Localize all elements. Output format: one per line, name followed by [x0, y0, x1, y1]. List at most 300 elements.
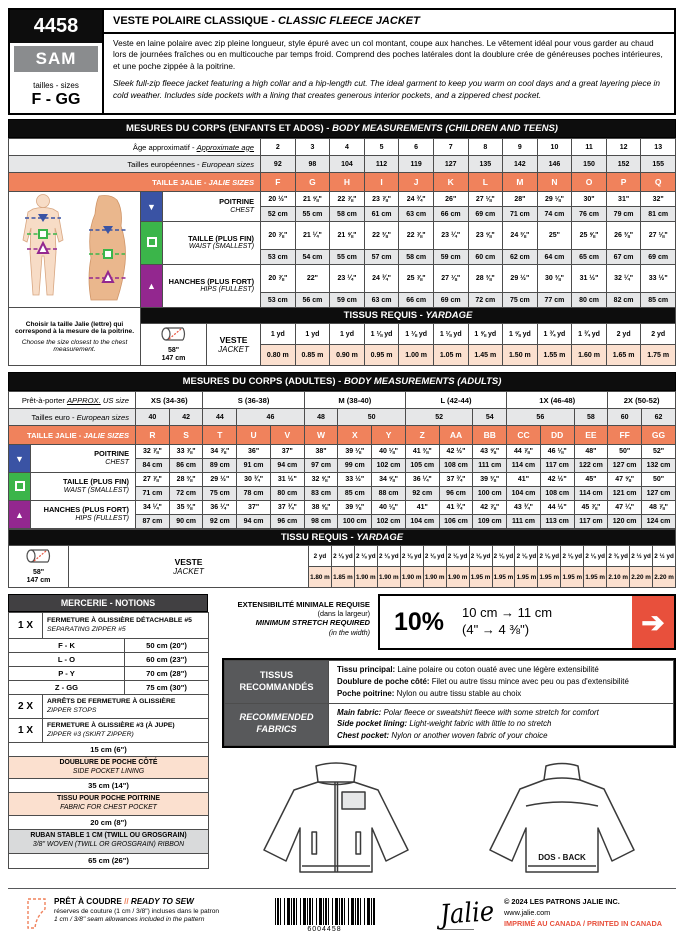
notions-title: MERCERIE - NOTIONS: [8, 594, 208, 612]
adults-jalie-cell: R: [136, 426, 170, 445]
adults-chest-cm-cell: 108 cm: [439, 459, 473, 473]
waist-in-cell: 24 ⅜": [503, 222, 538, 250]
header-left: [10, 10, 104, 113]
adults-waist-in-cell: 42 ½": [540, 473, 574, 487]
adults-chest-cm-cell: 114 cm: [507, 459, 541, 473]
children-yardage-title-en: YARDAGE: [425, 310, 473, 321]
adults-waist-cm-cell: 78 cm: [237, 487, 271, 501]
hips-in-cell: 28 ⅜": [468, 265, 503, 293]
zipper-desc: [43, 613, 209, 639]
chest-pocket-length: 20 cm (8"): [9, 815, 209, 829]
yardage-m-cell: 0.80 m: [261, 345, 296, 366]
adults-chest-cm-cell: 102 cm: [372, 459, 406, 473]
adults-yd-cell: 2 ½ yd: [653, 546, 676, 567]
us-label-fr: Prêt-à-porter: [21, 395, 67, 405]
description-en: Sleek full-zip fleece jacket featuring a high collar and a hip-length cut. The ideal garment to keep you warm on cool days and a great layering piece in cold weather. Includes side pockets with a lining that creates generous interior pockets, and a zippered chest pocket.: [113, 78, 660, 100]
adults-yd-cell: 2 ⅛ yd: [446, 546, 469, 567]
ribbon-length-row: [9, 853, 209, 868]
waist-cm-cell: 62 cm: [503, 250, 538, 265]
adults-chest-in-cell: 39 ⅛": [338, 445, 372, 459]
zipper-length-value: 75 cm (30"): [125, 681, 209, 695]
adults-waist-cm-cell: 121 cm: [608, 487, 642, 501]
zipper-length-rows: [9, 639, 209, 695]
adults-euro-cell: 46: [237, 409, 304, 426]
chest-in-cell: 29 ⅛": [537, 192, 572, 207]
stretch-requirement: [222, 594, 676, 650]
adults-chest-cm-cell: 89 cm: [203, 459, 237, 473]
euro-size-cell: 127: [433, 156, 468, 173]
adults-title-fr: MESURES DU CORPS (ADULTES) -: [182, 376, 344, 387]
adults-waist-in-cell: 34 ⅝": [372, 473, 406, 487]
adults-m-cell: 1.90 m: [377, 567, 400, 588]
adults-chest-in-cell: 44 ⅞": [507, 445, 541, 459]
age-cell: 5: [364, 139, 399, 156]
fabric-roll-icon: [141, 324, 207, 366]
waist-in-cell: 23 ⅝": [468, 222, 503, 250]
adults-yd-cell: 2 ½ yd: [630, 546, 653, 567]
jalie-size-cell: I: [364, 173, 399, 192]
fabric-width-cm: 147 cm: [161, 355, 186, 362]
adults-hips-in-cell: 47 ¼": [608, 501, 642, 515]
garment-en: JACKET: [218, 344, 249, 354]
adults-jalie-cell: AA: [439, 426, 473, 445]
yardage-yd-cell: 1 ⅛ yd: [399, 324, 434, 345]
children-yardage-title-fr: TISSUS REQUIS -: [343, 310, 426, 321]
title-en: CLASSIC FLEECE JACKET: [278, 15, 420, 27]
fabric-width-in: 58": [167, 347, 180, 355]
body-figures-illustration: [11, 192, 139, 302]
adults-chest-label-fr: POITRINE: [94, 449, 130, 459]
jalie-sizes-row: [9, 173, 676, 192]
chest-cm-cell: 66 cm: [433, 207, 468, 222]
pattern-number: 4458: [10, 10, 102, 43]
adults-yardage-title-fr: TISSU REQUIS -: [280, 532, 357, 543]
euro-size-cell: 150: [572, 156, 607, 173]
jalie-size-cell: N: [537, 173, 572, 192]
adults-waist-cm-cell: 71 cm: [136, 487, 170, 501]
adults-hips-cm-cell: 87 cm: [136, 515, 170, 529]
hips-cm-cell: 63 cm: [364, 293, 399, 308]
jalie-size-cell: G: [295, 173, 330, 192]
adults-waist-in-cell: 29 ½": [203, 473, 237, 487]
euro-size-cell: 119: [399, 156, 434, 173]
chest-in-cell: 27 ⅛": [468, 192, 503, 207]
adults-waist-in-cell: 33 ½": [338, 473, 372, 487]
waist-cm-cell: 65 cm: [572, 250, 607, 265]
yardage-yd-cell: 1 ⅝ yd: [503, 324, 538, 345]
waist-in-cell: 22 ⅜": [364, 222, 399, 250]
ages-row: [9, 139, 676, 156]
yardage-m-cell: 1.50 m: [503, 345, 538, 366]
chest-in-cell: 30": [572, 192, 607, 207]
hips-in-cell: 23 ¼": [330, 265, 365, 293]
adults-yd-cell: 2 ⅜ yd: [607, 546, 630, 567]
hips-cm-cell: 66 cm: [399, 293, 434, 308]
garment-illustrations: [222, 748, 676, 880]
us-size-cell: XS (34-36): [136, 392, 203, 409]
adults-hips-in-cell: 40 ⅛": [372, 501, 406, 515]
us-label-en: US size: [100, 395, 130, 405]
adults-yd-cell: 2 ⅛ yd: [377, 546, 400, 567]
yardage-yd-cell: 1 ¾ yd: [572, 324, 607, 345]
adults-measurements-table: [8, 391, 676, 529]
stops-qty: 2 X: [9, 695, 43, 719]
jalie-size-cell: P: [606, 173, 641, 192]
waist-cm-cell: 64 cm: [537, 250, 572, 265]
stretch-label: [222, 594, 378, 650]
zipper-stops-row: [9, 695, 209, 719]
euro-size-cell: 104: [330, 156, 365, 173]
waist-cm-cell: 53 cm: [261, 250, 296, 265]
adults-chest-cm-cell: 127 cm: [608, 459, 642, 473]
adults-m-cell: 1.95 m: [538, 567, 561, 588]
ready-to-sew: [26, 897, 219, 931]
children-chest-in-row: [9, 192, 676, 207]
adults-chest-cm-cell: 117 cm: [540, 459, 574, 473]
adults-chest-in-cell: 42 ½": [439, 445, 473, 459]
euro-label: [9, 156, 261, 173]
yardage-m-cell: 1.65 m: [606, 345, 641, 366]
zipper-size-range: P - Y: [9, 667, 125, 681]
adults-fabric-roll-icon: [9, 546, 69, 588]
title-fr: VESTE POLAIRE CLASSIQUE -: [113, 15, 279, 27]
fabric-line-en: Chest pocket: Nylon or another woven fabric of your choice: [337, 731, 548, 741]
adults-chest-in-cell: 38": [304, 445, 338, 459]
adults-yd-cell: 2 ⅛ yd: [331, 546, 354, 567]
euro-size-cell: 92: [261, 156, 296, 173]
ribbon-length: 65 cm (26"): [9, 853, 209, 868]
hips-cm-cell: 69 cm: [433, 293, 468, 308]
adults-hips-cm-cell: 111 cm: [507, 515, 541, 529]
us-label-approx: APPROX.: [66, 395, 101, 405]
jalie-size-cell: M: [503, 173, 538, 192]
adults-hips-cm-cell: 113 cm: [540, 515, 574, 529]
zipper-length-value: 50 cm (20"): [125, 639, 209, 653]
adults-yardage-table: [8, 529, 676, 588]
jalie-logo-text: Jalie: [439, 896, 496, 932]
chest-marker-icon: ▼: [141, 192, 163, 222]
jalie-size-cell: H: [330, 173, 365, 192]
adults-waist-cm-cell: 80 cm: [270, 487, 304, 501]
adults-m-cell: 1.80 m: [309, 567, 332, 588]
barcode-number: 6004458: [307, 926, 342, 933]
yardage-yd-cell: 1 yd: [330, 324, 365, 345]
stops-desc-en: ZIPPER STOPS: [47, 706, 97, 714]
skirt-zipper-desc: [43, 719, 209, 743]
age-label-fr: Âge approximatif -: [132, 142, 197, 152]
adults-waist-cm-cell: 83 cm: [304, 487, 338, 501]
stops-desc: [43, 695, 209, 719]
zipper-length-row: [9, 639, 209, 653]
bottom-region: [8, 594, 676, 880]
adults-yd-cell: 2 ⅛ yd: [538, 546, 561, 567]
hips-in-cell: 30 ⅜": [537, 265, 572, 293]
adults-chest-cm-cell: 132 cm: [642, 459, 676, 473]
chest-cm-cell: 63 cm: [399, 207, 434, 222]
hips-in-cell: 22": [295, 265, 330, 293]
adults-euro-cell: 56: [507, 409, 574, 426]
size-range: F - GG: [31, 91, 81, 108]
adults-waist-in-cell: 31 ½": [270, 473, 304, 487]
zipper-size-range: L - O: [9, 653, 125, 667]
hips-marker-icon: ▲: [141, 265, 163, 308]
waist-cm-cell: 69 cm: [641, 250, 676, 265]
hips-cm-cell: 77 cm: [537, 293, 572, 308]
hips-in-cell: 25 ⅞": [399, 265, 434, 293]
description: [104, 34, 674, 112]
adults-waist-in-cell: 39 ⅜": [473, 473, 507, 487]
hips-cm-cell: 59 cm: [330, 293, 365, 308]
ready-fr: PRÊT À COUDRE: [54, 897, 122, 907]
chest-cm-cell: 79 cm: [606, 207, 641, 222]
jacket-back-illustration: [462, 758, 662, 880]
children-chest-label: [163, 192, 261, 222]
adults-waist-in-cell: 41": [507, 473, 541, 487]
adults-jalie-cell: BB: [473, 426, 507, 445]
adults-hips-cm-cell: 117 cm: [574, 515, 608, 529]
chest-in-cell: 24 ¾": [399, 192, 434, 207]
adults-waist-in-cell: 27 ⅞": [136, 473, 170, 487]
model-name: SAM: [14, 46, 98, 72]
adults-waist-cm-cell: 114 cm: [574, 487, 608, 501]
ribbon-header: [9, 829, 209, 853]
adults-yd-cell: 2 yd: [309, 546, 332, 567]
adults-waist-cm-cell: 72 cm: [169, 487, 203, 501]
euro-size-cell: 112: [364, 156, 399, 173]
notions-panel: [8, 594, 208, 880]
adults-chest-cm-cell: 94 cm: [270, 459, 304, 473]
copyright-line: © 2024 LES PATRONS JALIE INC.: [504, 897, 620, 907]
adults-fabric-width-in: 58": [32, 569, 45, 577]
barcode-block: [275, 897, 375, 933]
adults-hips-cm-cell: 96 cm: [270, 515, 304, 529]
adults-chest-in-cell: 32 ⅞": [136, 445, 170, 459]
fabric-line-fr: Doublure de poche côté: Filet ou autre tissu mince avec peu ou pas d'extensibilité: [337, 676, 629, 686]
pocket-lining-header: [9, 757, 209, 779]
yardage-yd-cell: 1 ⅛ yd: [364, 324, 399, 345]
jalie-label-en: JALIE SIZES: [208, 177, 255, 187]
adults-chest-in-cell: 36": [237, 445, 271, 459]
yardage-m-cell: 1.05 m: [433, 345, 468, 366]
waist-label-en: WAIST (SMALLEST): [188, 243, 255, 251]
adults-euro-cell: 52: [405, 409, 472, 426]
adults-m-cell: 1.90 m: [354, 567, 377, 588]
ribbon-fr: RUBAN STABLE 1 CM (TWILL OU GROSGRAIN): [30, 832, 187, 840]
adults-garment-label: [69, 546, 309, 588]
yardage-m-cell: 0.90 m: [330, 345, 365, 366]
adults-chest-in-cell: 41 ⅜": [405, 445, 439, 459]
adults-yardage-bar-row: [9, 530, 676, 546]
ribbon-header-row: [9, 829, 209, 853]
chest-pocket-header: [9, 793, 209, 815]
zipper-length-row: [9, 681, 209, 695]
adults-euro-cell: 44: [203, 409, 237, 426]
zipper-desc-fr: FERMETURE À GLISSIÈRE DÉTACHABLE #5: [47, 617, 192, 625]
adults-chest-label-en: CHEST: [105, 458, 130, 466]
adults-chest-cm-cell: 97 cm: [304, 459, 338, 473]
adults-euro-cell: 54: [473, 409, 507, 426]
adults-m-cell: 1.95 m: [515, 567, 538, 588]
chest-label-en: CHEST: [230, 206, 255, 214]
fabrics-label-fr: TISSUS RECOMMANDÉS: [225, 661, 329, 704]
adults-waist-label-en: WAIST (SMALLEST): [63, 486, 130, 494]
waist-marker-icon: [141, 222, 163, 265]
skirt-zipper-length: 15 cm (6"): [9, 743, 209, 757]
adults-hips-cm-cell: 90 cm: [169, 515, 203, 529]
age-cell: 2: [261, 139, 296, 156]
adults-hips-in-cell: 36 ¼": [203, 501, 237, 515]
stretch-percent: 10%: [394, 607, 445, 636]
stops-desc-fr: ARRÊTS DE FERMETURE À GLISSIÈRE: [47, 698, 176, 706]
stretch-label-fr: EXTENSIBILITÉ MINIMALE REQUISE: [237, 600, 370, 609]
euro-label-en: European sizes: [201, 159, 255, 169]
pattern-piece-icon: [26, 897, 48, 931]
waist-cm-cell: 58 cm: [399, 250, 434, 265]
children-yardage-bar-row: [9, 308, 676, 324]
adults-hips-in-cell: 37 ¾": [270, 501, 304, 515]
adults-waist-cm-cell: 96 cm: [439, 487, 473, 501]
adults-euro-cell: 58: [574, 409, 608, 426]
yardage-yd-cell: 2 yd: [606, 324, 641, 345]
adults-euro-cell: 48: [304, 409, 338, 426]
adults-m-cell: 1.95 m: [584, 567, 607, 588]
chest-cm-cell: 71 cm: [503, 207, 538, 222]
adults-waist-cm-cell: 85 cm: [338, 487, 372, 501]
header: [8, 8, 676, 115]
pocket-lining-header-row: [9, 757, 209, 779]
ready-en: READY TO SEW: [130, 897, 194, 907]
adults-hips-in-cell: 38 ⅝": [304, 501, 338, 515]
garment-fr: VESTE: [219, 334, 248, 345]
adults-euro-label-en: European sizes: [76, 412, 130, 422]
right-column: [222, 594, 676, 880]
adults-jalie-cell: EE: [574, 426, 608, 445]
adults-fabric-width-cm: 147 cm: [26, 577, 51, 584]
waist-in-cell: 22 ⅞": [399, 222, 434, 250]
age-cell: 7: [433, 139, 468, 156]
printed-in-canada: IMPRIMÉ AU CANADA / PRINTED IN CANADA: [504, 919, 662, 929]
adults-yd-cell: 2 ⅛ yd: [515, 546, 538, 567]
yardage-m-cell: 1.45 m: [468, 345, 503, 366]
adults-jalie-label-en: JALIE SIZES: [83, 430, 130, 440]
size-note: [9, 308, 141, 366]
description-fr: Veste en laine polaire avec zip pleine longueur, style épuré avec un col montant, coupe aux hanches. Le vêtement idéal pour vous garder au chaud lors de journées fraîches ou en multicouche par temps froid. Comprend des poches latérales dont la doublure crée de généreuses poches intérieures, et une poche zippée à la poitrine.: [113, 38, 663, 71]
zipper-length-row: [9, 667, 209, 681]
euro-size-cell: 142: [503, 156, 538, 173]
adults-hips-marker-icon: ▲: [9, 501, 31, 529]
euro-label-fr: Tailles européennes -: [127, 159, 202, 169]
age-cell: 8: [468, 139, 503, 156]
jalie-size-cell: J: [399, 173, 434, 192]
adults-jalie-cell: X: [338, 426, 372, 445]
waist-cm-cell: 57 cm: [364, 250, 399, 265]
barcode: [275, 898, 375, 925]
hips-in-cell: 29 ½": [503, 265, 538, 293]
notions-table: [8, 612, 209, 869]
yardage-yd-cell: 1 yd: [295, 324, 330, 345]
zipper-qty: 1 X: [9, 613, 43, 639]
adults-hips-in-cell: 41": [405, 501, 439, 515]
adults-chest-cm-cell: 91 cm: [237, 459, 271, 473]
adults-euro-cell: 62: [642, 409, 676, 426]
adults-hips-cm-cell: 94 cm: [237, 515, 271, 529]
children-yardage-title: [141, 308, 676, 324]
adults-waist-in-cell: 36 ¼": [405, 473, 439, 487]
age-cell: 13: [641, 139, 676, 156]
waist-cm-cell: 59 cm: [433, 250, 468, 265]
adults-chest-in-cell: 40 ⅛": [372, 445, 406, 459]
age-label-en: Approximate age: [196, 142, 255, 152]
pocket-lining-length-row: [9, 779, 209, 793]
yardage-yd-cell: 1 ⅝ yd: [468, 324, 503, 345]
fabrics-text-en: [329, 703, 674, 746]
adults-m-cell: 2.20 m: [630, 567, 653, 588]
fabric-roll-glyph: [159, 326, 189, 342]
age-cell: 6: [399, 139, 434, 156]
stretch-range: [462, 605, 632, 639]
chest-in-cell: 28": [503, 192, 538, 207]
jalie-size-cell: Q: [641, 173, 676, 192]
hips-in-cell: 20 ⅞": [261, 265, 296, 293]
adults-waist-in-cell: 45": [574, 473, 608, 487]
hips-label-en: HIPS (FULLEST): [200, 286, 255, 294]
adults-hips-in-cell: 48 ⅞": [642, 501, 676, 515]
adults-garment-fr: VESTE: [174, 556, 203, 567]
jalie-size-cell: O: [572, 173, 607, 192]
us-sizes-row: [9, 392, 676, 409]
logo-flourish: [440, 929, 474, 930]
pocket-lining-fr: DOUBLURE DE POCHE CÔTÉ: [59, 759, 158, 766]
us-size-cell: 2X (50-52): [608, 392, 676, 409]
adults-hips-in-cell: 34 ¼": [136, 501, 170, 515]
adults-m-cell: 1.95 m: [492, 567, 515, 588]
children-hips-label: [163, 265, 261, 308]
adults-yardage-title: [9, 530, 676, 546]
body-measurement-diagram: [9, 192, 141, 308]
yardage-yd-cell: 1 ⅛ yd: [433, 324, 468, 345]
adults-m-cell: 1.90 m: [446, 567, 469, 588]
adults-waist-in-cell: 37 ¾": [439, 473, 473, 487]
adults-hips-in-row: [9, 501, 676, 515]
adults-yd-cell: 2 ⅛ yd: [400, 546, 423, 567]
zipper-size-range: F - K: [9, 639, 125, 653]
adults-waist-cm-cell: 104 cm: [507, 487, 541, 501]
adults-m-cell: 1.85 m: [331, 567, 354, 588]
chest-pocket-fr: TISSU POUR POCHE POITRINE: [57, 795, 160, 803]
yardage-m-cell: 1.60 m: [572, 345, 607, 366]
chest-in-cell: 32": [641, 192, 676, 207]
yardage-m-cell: 1.75 m: [641, 345, 676, 366]
age-cell: 9: [503, 139, 538, 156]
adults-chest-cm-cell: 86 cm: [169, 459, 203, 473]
jalie-size-cell: L: [468, 173, 503, 192]
hips-in-cell: 31 ½": [572, 265, 607, 293]
waist-cm-cell: 60 cm: [468, 250, 503, 265]
age-cell: 11: [572, 139, 607, 156]
waist-in-cell: 26 ⅜": [606, 222, 641, 250]
jalie-label: [9, 173, 261, 192]
chest-label-fr: POITRINE: [219, 197, 255, 207]
adults-chest-in-cell: 50": [608, 445, 642, 459]
chest-cm-cell: 58 cm: [330, 207, 365, 222]
sizes-label: tailles - sizes: [33, 81, 79, 90]
adults-jalie-label-fr: TAILLE JALIE -: [27, 430, 84, 440]
adults-chest-in-cell: 43 ⅝": [473, 445, 507, 459]
adults-title-en: BODY MEASUREMENTS (ADULTS): [343, 376, 502, 387]
adults-euro-cell: 42: [169, 409, 203, 426]
seam-allowance-fr: réserves de couture (1 cm / 3/8") incluses dans le patron: [54, 908, 220, 916]
children-waist-label: [163, 222, 261, 265]
